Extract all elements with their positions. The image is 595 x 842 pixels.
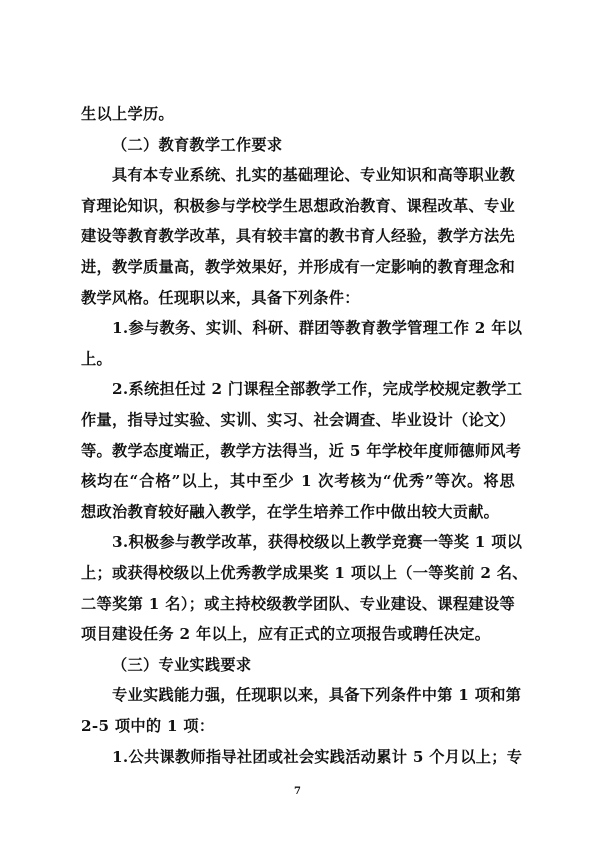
text-line: 专业实践能力强，任现职以来，具备下列条件中第 1 项和第 <box>112 686 522 705</box>
text-line: 项目建设任务 2 年以上，应有正式的立项报告或聘任决定。 <box>81 625 491 644</box>
text-line: 进，教学质量高，教学效果好，并形成有一定影响的教育理念和 <box>81 258 515 276</box>
text-line: 教学风格。任现职以来，具备下列条件： <box>81 288 360 307</box>
text-line: 2-5 项中的 1 项： <box>81 717 215 735</box>
text-line: 生以上学历。 <box>81 105 174 123</box>
section-heading: （二）教育教学工作要求 <box>112 135 283 154</box>
text-line: 3.积极参与教学改革，获得校级以上教学竞赛一等奖 1 项以 <box>112 533 523 552</box>
text-line: 等。教学态度端正，教学方法得当，近 5 年学校年度师德师风考 <box>81 441 522 460</box>
section-heading: （三）专业实践要求 <box>112 655 252 674</box>
text-line: 核均在“合格”以上，其中至少 1 次考核为“优秀”等次。将思 <box>81 472 515 491</box>
text-line: 作量，指导过实验、实训、实习、社会调查、毕业设计（论文） <box>81 411 515 429</box>
text-line: 建设等教育教学改革，具有较丰富的教书育人经验，教学方法先 <box>81 227 515 246</box>
text-line: 1.公共课教师指导社团或社会实践活动累计 5 个月以上；专 <box>112 747 523 766</box>
text-line: 育理论知识，积极参与学校学生思想政治教育、课程改革、专业 <box>81 196 515 215</box>
text-line: 想政治教育较好融入教学，在学生培养工作中做出较大贡献。 <box>81 502 500 521</box>
text-line: 1.参与教务、实训、科研、群团等教育教学管理工作 2 年以 <box>112 319 523 338</box>
text-line: 上；或获得校级以上优秀教学成果奖 1 项以上（一等奖前 2 名、 <box>81 564 528 582</box>
text-line: 二等奖第 1 名）；或主持校级教学团队、专业建设、课程建设等 <box>81 594 515 613</box>
text-line: 具有本专业系统、扎实的基础理论、专业知识和高等职业教 <box>112 166 515 185</box>
text-line: 上。 <box>81 349 112 368</box>
page-number: 7 <box>294 786 301 797</box>
text-line: 2.系统担任过 2 门课程全部教学工作，完成学校规定教学工 <box>112 380 523 399</box>
